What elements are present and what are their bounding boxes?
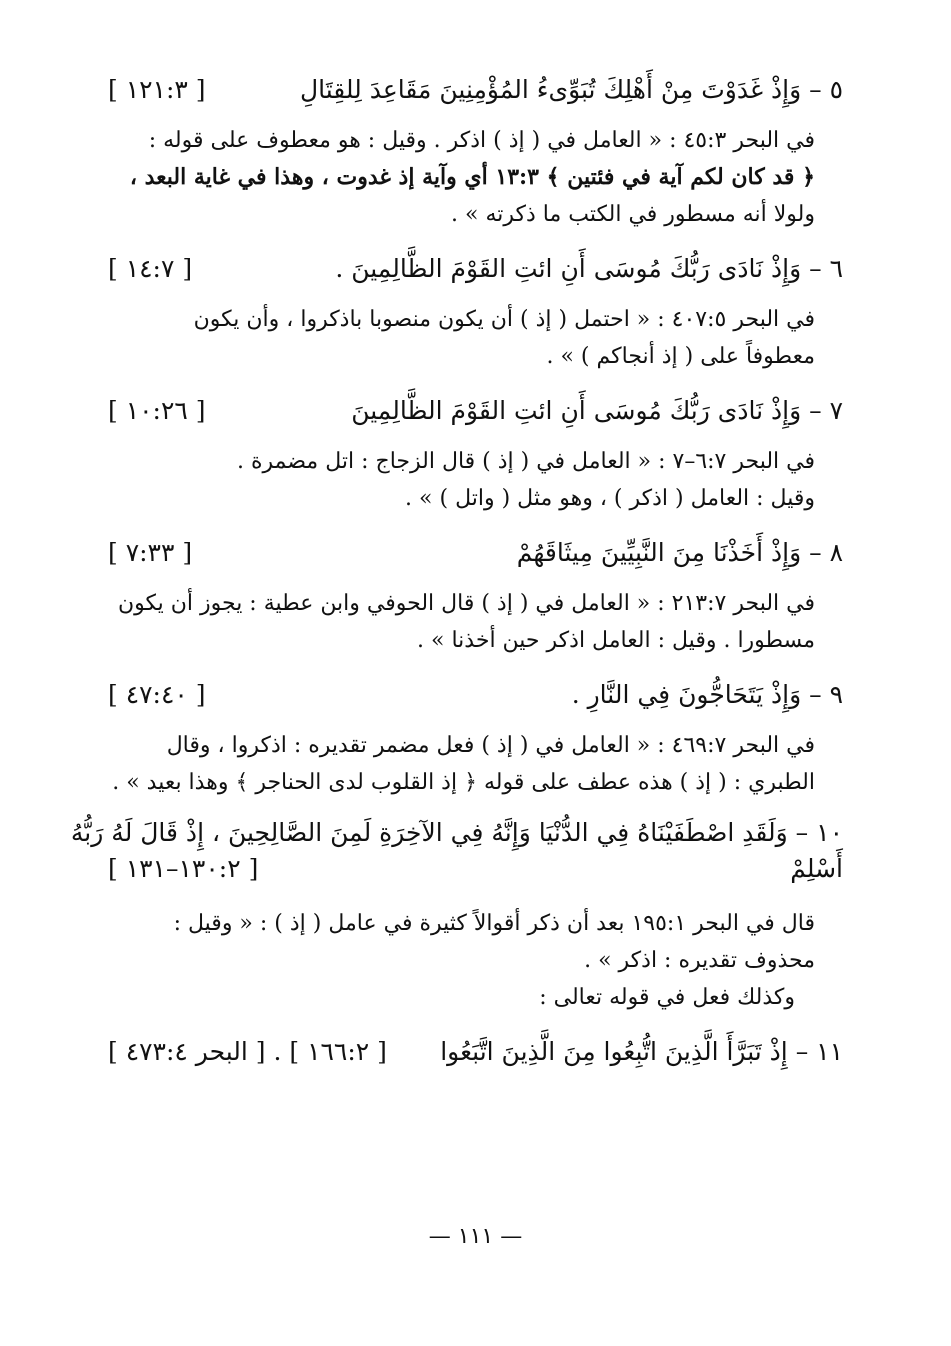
commentary-line: في البحر ٢١٣:٧ : « العامل في ( إذ ) قال الحوفي وابن عطية : يجوز أن يكون [117,591,815,616]
verse-text: ١١ – إِذْ تَبَرَّأَ الَّذِينَ اتُّبِعُوا مِنَ الَّذِينَ اتَّبَعُوا [440,1037,843,1066]
commentary-line: الطبري : ( إذ ) هذه عطف على قوله ﴿ إذ القلوب لدى الحناجر ﴾ وهذا بعيد » . [112,770,815,795]
commentary-line: ﴿ قد كان لكم آية في فئتين ﴾ ١٣:٣ أي وآية إذ غدوت ، وهذا في غاية البعد ، [129,164,815,190]
verse-text: ٥ – وَإِذْ غَدَوْتَ مِنْ أَهْلِكَ تُبَوِّىءُ المُؤْمِنِينَ مَقَاعِدَ لِلقِتَالِ [299,75,843,104]
verse-reference: [ ١٢١:٣ ] [108,75,206,104]
verse-text: ٧ – وَإِذْ نَادَى رَبُّكَ مُوسَى أَنِ ائتِ القَوْمَ الظَّالِمِينَ [351,396,843,425]
verse-text: ٩ – وَإِذْ يَتَحَاجُّونَ فِي النَّارِ . [571,680,843,709]
commentary-line: قال في البحر ١٩٥:١ بعد أن ذكر أقوالاً كثيرة في عامل ( إذ ) : « وقيل : [173,911,815,936]
verse-line [108,1034,843,1070]
verse-line [70,815,843,851]
verse-text: ١٠ – وَلَقَدِ اصْطَفَيْنَاهُ فِي الدُّنْيَا وَإِنَّهُ فِي الآخِرَةِ لَمِنَ الصَّالِحِينَ ، إِذْ قَالَ لَهُ رَبُّهُ [70,818,843,847]
commentary-line: محذوف تقديره : اذكر » . [584,948,815,973]
verse-text: ٨ – وَإِذْ أَخَذْنَا مِنَ النَّبِيِّينَ مِيثَاقَهُمْ [516,538,843,567]
commentary-line: وقيل : العامل ( اذكر ) ، وهو مثل ( واتل ) » . [405,486,815,511]
verse-reference: [ ١٣٠:٢–١٣١ ] [108,854,259,883]
verse-line [108,251,843,287]
commentary-line: وكذلك فعل في قوله تعالى : [539,985,795,1010]
verse-reference: [ ١٦٦:٢ ] . [ البحر ٤٧٣:٤ ] [108,1037,387,1066]
verse-reference: [ ١٠:٢٦ ] [108,396,206,425]
verse-text: ٦ – وَإِذْ نَادَى رَبُّكَ مُوسَى أَنِ ائتِ القَوْمَ الظَّالِمِينَ . [335,254,843,283]
commentary-line: في البحر ٤٠٧:٥ : « احتمل ( إذ ) أن يكون منصوبا باذكروا ، وأن يكون [193,307,815,332]
page-number: — ١١١ — [428,1224,523,1249]
verse-reference: [ ١٤:٧ ] [108,254,193,283]
commentary-line: معطوفاً على ( إذ أنجاكم ) » . [546,344,815,369]
commentary-line: مسطورا . وقيل : العامل اذكر حين أخذنا » . [417,628,815,653]
commentary-line: ولولا أنه مسطور في الكتب ما ذكرته » . [451,202,815,227]
verse-line [108,677,843,713]
commentary-line: في البحر ٤٦٩:٧ : « العامل في ( إذ ) فعل مضمر تقديره : اذكروا ، وقال [166,733,815,758]
commentary-line: في البحر ٦:٧–٧ : « العامل في ( إذ ) قال الزجاج : اتل مضمرة . [236,449,815,474]
verse-line [108,535,843,571]
commentary-line: في البحر ٤٥:٣ : « العامل في ( إذ ) اذكر . وقيل : هو معطوف على قوله : [148,128,815,153]
verse-line [108,393,843,429]
verse-reference: [ ٧:٣٣ ] [108,538,193,567]
verse-text: أَسْلِمْ [790,854,843,883]
verse-line [108,72,843,108]
verse-reference: [ ٤٧:٤٠ ] [108,680,206,709]
verse-line-continued [108,851,843,887]
